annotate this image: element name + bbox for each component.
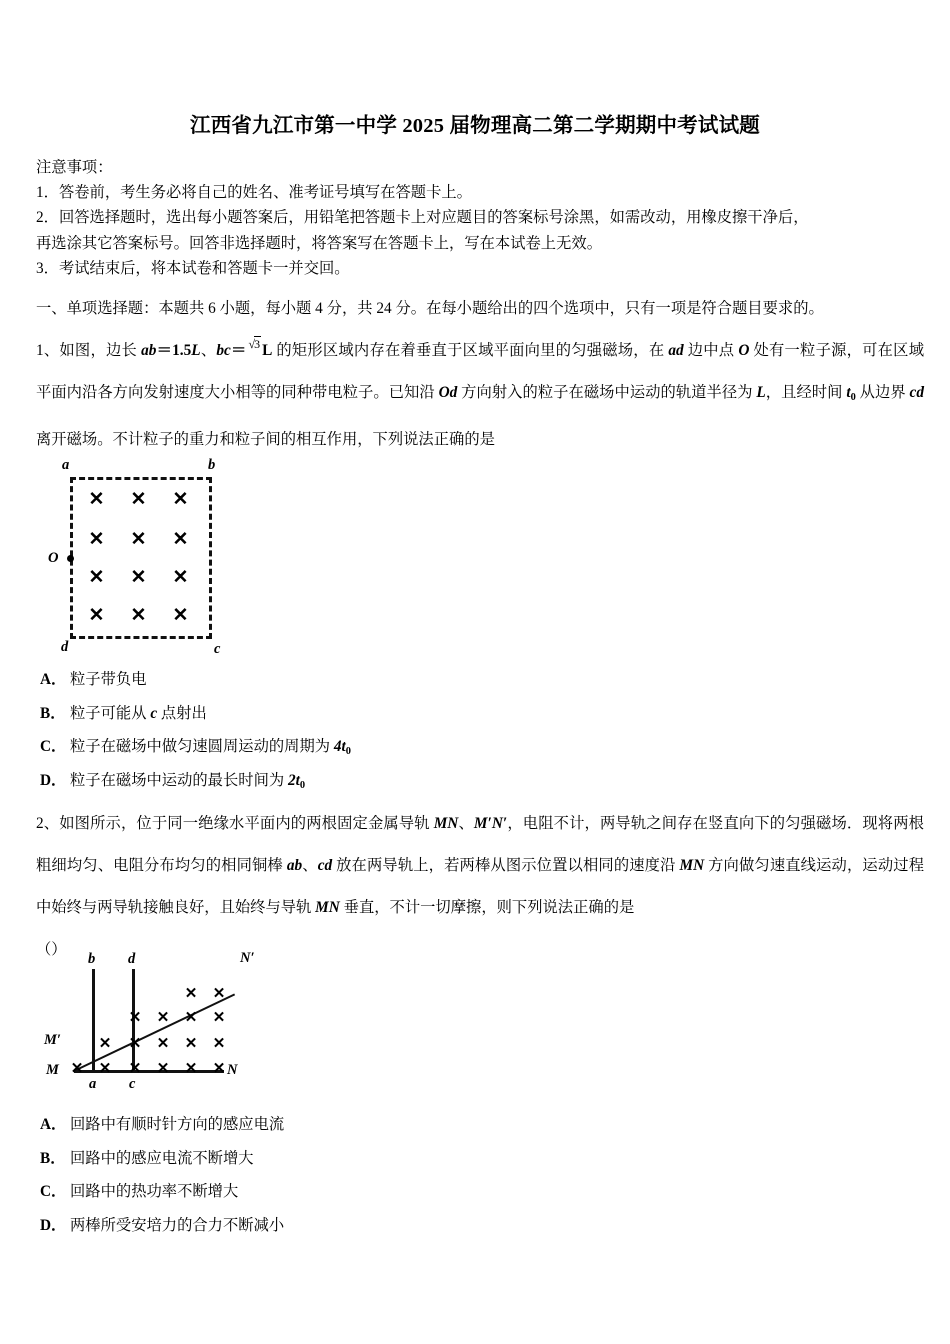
figure2-label-M: M bbox=[46, 1062, 59, 1078]
option-C-label: 回路中的热功率不断增大 bbox=[70, 1183, 239, 1200]
cross-symbol: ✕ bbox=[130, 529, 147, 550]
q1-var-t0: t bbox=[846, 384, 851, 401]
option-C-value: 4t bbox=[333, 738, 346, 755]
cross-symbol: ✕ bbox=[130, 605, 147, 626]
cross-symbol: ✕ bbox=[212, 1009, 226, 1026]
cross-symbol: ✕ bbox=[88, 567, 105, 588]
option-C-label-pre: 粒子在磁场中做匀速圆周运动的周期为 bbox=[70, 738, 334, 755]
option-D-sub: 0 bbox=[299, 779, 306, 791]
option-D-label-pre: 粒子在磁场中运动的最长时间为 bbox=[70, 771, 288, 789]
option-A-label: 回路中有顺时针方向的感应电流 bbox=[70, 1116, 285, 1133]
cross-symbol: ✕ bbox=[130, 567, 147, 588]
q1-part-3: 、 bbox=[200, 342, 217, 359]
particle-source-dot bbox=[67, 555, 74, 562]
option-C-key: C． bbox=[40, 1183, 67, 1200]
q2-var-MN-3: MN bbox=[315, 899, 340, 916]
option-A-key: A． bbox=[40, 1116, 67, 1133]
cross-symbol: ✕ bbox=[98, 1060, 112, 1077]
rail-MN bbox=[74, 1070, 224, 1073]
q1-number: 1、 bbox=[36, 342, 60, 359]
q2-part-4: 、 bbox=[302, 857, 318, 874]
q1-var-L3: L bbox=[756, 384, 766, 401]
notice-line-4: 3．考试结束后，将本试卷和答题卡一并交回。 bbox=[36, 259, 350, 277]
option-B-label-pre: 粒子可能从 bbox=[70, 704, 151, 722]
cross-symbol: ✕ bbox=[212, 1035, 226, 1052]
option-A-label: 粒子带负电 bbox=[70, 671, 147, 688]
cross-symbol: ✕ bbox=[70, 1060, 84, 1077]
q1-part-9: ，且经时间 bbox=[765, 384, 847, 401]
figure2-label-d: d bbox=[128, 951, 136, 967]
q2-answer-parens: （） bbox=[36, 941, 67, 958]
sqrt-radicand: 3 bbox=[254, 336, 261, 351]
figure2-label-a: a bbox=[89, 1076, 97, 1092]
cross-symbol: ✕ bbox=[128, 1035, 142, 1052]
cross-symbol: ✕ bbox=[172, 605, 189, 626]
option-D-label: 两棒所受安培力的合力不断减小 bbox=[70, 1216, 285, 1234]
figure2-label-N: N bbox=[227, 1062, 238, 1078]
q2-part-6: 方向做匀速直线运动，运动过程中始终与两导轨接触良好，且始终与导轨 bbox=[36, 857, 924, 916]
question-1-text bbox=[36, 330, 924, 461]
cross-symbol: ✕ bbox=[184, 1009, 198, 1026]
q1-var-bc: bc bbox=[216, 342, 231, 359]
figure-q2-rails-circuit bbox=[44, 945, 294, 1100]
option-D[interactable] bbox=[40, 764, 560, 798]
option-C[interactable] bbox=[40, 730, 560, 764]
cross-symbol: ✕ bbox=[156, 1009, 170, 1026]
notice-heading: 注意事项： bbox=[36, 159, 113, 176]
q1-var-L2: L bbox=[262, 342, 273, 359]
q1-part-4: ＝ bbox=[230, 342, 247, 359]
q1-part-6: 边中点 bbox=[683, 342, 739, 359]
option-B-key: B． bbox=[40, 1149, 66, 1167]
question-1-options bbox=[40, 663, 560, 797]
q1-part-7: 处有一粒子源，可在区域平面内沿各方向发射速度大小相等的同种带电粒子。已知沿 bbox=[36, 342, 924, 401]
q2-part-2: 、 bbox=[458, 815, 474, 832]
q1-var-cd: cd bbox=[909, 384, 924, 401]
q2-var-cd: cd bbox=[317, 857, 333, 874]
q2-part-7: 垂直，不计一切摩擦，则下列说法正确的是 bbox=[339, 899, 635, 916]
q1-var-ad: ad bbox=[668, 342, 684, 359]
cross-symbol: ✕ bbox=[184, 1035, 198, 1052]
option-A-key: A． bbox=[40, 671, 67, 688]
figure1-label-a: a bbox=[62, 457, 70, 473]
option-B[interactable] bbox=[40, 697, 560, 731]
q2-part-5: 放在两导轨上，若两棒从图示位置以相同的速度沿 bbox=[332, 857, 680, 874]
option-C-sub: 0 bbox=[345, 745, 351, 757]
option-D-value: 2t bbox=[287, 771, 300, 789]
notice-line-2: 2．回答选择题时，选出每小题答案后，用铅笔把答题卡上对应题目的答案标号涂黑，如需改动，用橡皮擦干净后， bbox=[36, 209, 809, 227]
cross-symbol: ✕ bbox=[184, 1060, 198, 1077]
bar-ab bbox=[92, 969, 95, 1073]
figure1-label-d: d bbox=[61, 639, 69, 655]
notice-line-3: 再选涂其它答案标号。回答非选择题时，将答案写在答题卡上，写在本试卷上无效。 bbox=[36, 234, 602, 252]
cross-symbol: ✕ bbox=[172, 489, 189, 510]
cross-symbol: ✕ bbox=[212, 985, 226, 1002]
option-C-key: C． bbox=[40, 738, 67, 755]
notice-line-1: 1．答卷前，考生务必将自己的姓名、准考证号填写在答题卡上。 bbox=[36, 184, 472, 202]
q1-var-t0-sub: 0 bbox=[850, 391, 856, 403]
sqrt-three-glyph: √3 bbox=[248, 336, 261, 351]
q2-var-MpNp: M′N′ bbox=[473, 815, 508, 832]
figure2-label-Mprime: M′ bbox=[44, 1032, 61, 1048]
option-D-key: D． bbox=[40, 1216, 67, 1234]
q1-var-ab: ab bbox=[141, 342, 157, 359]
cross-symbol: ✕ bbox=[88, 605, 105, 626]
q1-part-11: 离开磁场。不计粒子的重力和粒子间的相互作用，下列说法正确的是 bbox=[36, 430, 495, 448]
figure-q1-magnetic-field-region bbox=[48, 455, 278, 660]
option-B-var: c bbox=[150, 704, 158, 722]
q2-var-MN-2: MN bbox=[679, 857, 705, 874]
q2-number: 2、 bbox=[36, 815, 60, 832]
cross-symbol: ✕ bbox=[172, 529, 189, 550]
cross-symbol: ✕ bbox=[128, 1009, 142, 1026]
figure1-label-O: O bbox=[48, 550, 59, 566]
q2-part-1: 如图所示，位于同一绝缘水平面内的两根固定金属导轨 bbox=[59, 815, 434, 832]
figure2-label-c: c bbox=[129, 1076, 136, 1092]
option-D[interactable] bbox=[40, 1209, 560, 1243]
figure1-label-b: b bbox=[208, 457, 216, 473]
figure1-label-c: c bbox=[214, 641, 221, 657]
q1-var-O: O bbox=[738, 342, 750, 359]
q1-var-L1: L bbox=[191, 342, 201, 359]
rail-MpNp bbox=[74, 993, 236, 1071]
question-2-options bbox=[40, 1108, 560, 1242]
notice-block bbox=[36, 155, 920, 281]
option-A[interactable] bbox=[40, 663, 560, 697]
option-B-key: B． bbox=[40, 704, 66, 722]
option-B-label-post: 点射出 bbox=[157, 704, 207, 722]
option-B-label: 回路中的感应电流不断增大 bbox=[70, 1149, 254, 1167]
option-D-key: D． bbox=[40, 771, 67, 789]
page-title: 江西省九江市第一中学 2025 届物理高二第二学期期中考试试题 bbox=[190, 115, 760, 137]
cross-symbol: ✕ bbox=[88, 489, 105, 510]
option-B[interactable] bbox=[40, 1142, 560, 1176]
cross-symbol: ✕ bbox=[156, 1060, 170, 1077]
q1-var-Od: Od bbox=[438, 384, 458, 401]
q2-part-3: ，电阻不计，两导轨之间存在竖直向下的匀强磁场．现将两根粗细均匀、电阻分布均匀的相同铜棒 bbox=[36, 815, 924, 874]
q2-var-MN: MN bbox=[433, 815, 459, 832]
cross-symbol: ✕ bbox=[156, 1035, 170, 1052]
q1-part-2: ＝1.5 bbox=[156, 342, 192, 359]
cross-symbol: ✕ bbox=[184, 985, 198, 1002]
cross-symbol: ✕ bbox=[88, 529, 105, 550]
cross-symbol: ✕ bbox=[212, 1060, 226, 1077]
option-C[interactable] bbox=[40, 1175, 560, 1209]
cross-symbol: ✕ bbox=[98, 1035, 112, 1052]
figure2-label-Nprime: N′ bbox=[240, 950, 255, 966]
cross-symbol: ✕ bbox=[130, 489, 147, 510]
section-heading: 一、单项选择题：本题共 6 小题，每小题 4 分，共 24 分。在每小题给出的四个选项中，只有一项是符合题目要求的。 bbox=[36, 300, 824, 317]
option-A[interactable] bbox=[40, 1108, 560, 1142]
cross-symbol: ✕ bbox=[128, 1060, 142, 1077]
q1-part-8: 方向射入的粒子在磁场中运动的轨道半径为 bbox=[457, 384, 757, 401]
q1-part-1: 如图，边长 bbox=[59, 342, 142, 359]
q2-var-ab: ab bbox=[286, 857, 303, 874]
figure2-label-b: b bbox=[88, 951, 96, 967]
q1-part-5: 的矩形区域内存在着垂直于区域平面向里的匀强磁场，在 bbox=[272, 342, 669, 359]
cross-symbol: ✕ bbox=[172, 567, 189, 588]
q1-part-10: 从边界 bbox=[855, 384, 910, 401]
